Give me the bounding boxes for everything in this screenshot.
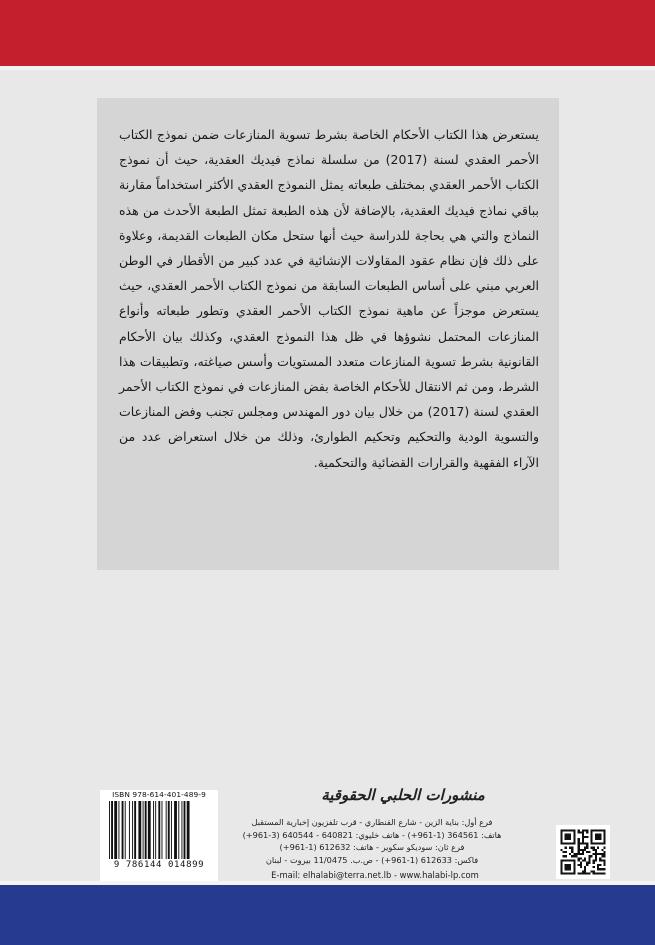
isbn-barcode-box: [100, 790, 218, 881]
isbn-digits: 9 786144 014899: [113, 860, 205, 870]
top-red-band: [0, 0, 655, 66]
address-line: فرع أول: بناية الزين - شارع القنطاري - قرب تلفزيون إخبارية المستقبل: [251, 817, 493, 827]
blurb-line: العقدي الأكثر استخداماً مقارنة بباقي نماذج فيديك العقدية، بالإضافة لأن: [119, 177, 539, 218]
blurb-line: أساس الطبعات السابقة من نموذج الكتاب الأحمر العقدي، حيث يستعرض: [119, 278, 539, 319]
blurb-line: العقدية، حيث أن نموذج الكتاب الأحمر العقدي بمختلف طبعاته يمثل النموذج: [119, 152, 539, 193]
qr-code-icon: [556, 825, 610, 879]
address-line: فرع ثان: سوديكو سكوير - هاتف: 612632 (1-961+): [279, 842, 465, 853]
blurb-line: المقاولات الإنشائية في عدد كبير من الأقطار في الوطن العربي مبني على: [119, 253, 539, 294]
isbn-label: ISBN 978-614-401-489-9: [112, 790, 206, 799]
blurb-line: استعراض عدد من الآراء الفقهية والقرارات القضائية والتحكمية.: [119, 429, 539, 470]
blurb-line: بشرط تسوية المنازعات متعدد المستويات وأسس صياغته، وتطبيقات هذا: [119, 353, 494, 369]
publisher-contact: E-mail: elhalabi@terra.net.lb - www.halabi-lp.com: [271, 870, 479, 880]
address-line: هاتف: 364561 (1-961+) - هاتف خليوي: 640821 - 640544 (3-961+): [242, 829, 502, 840]
blurb-line: وفض المنازعات والتسوية الودية والتحكيم وتحكيم الطوارئ، وذلك من خلال: [119, 404, 539, 445]
barcode-icon: [108, 801, 212, 859]
blurb-text: [119, 122, 539, 475]
publisher-logo: منشورات الحلبي الحقوقية: [321, 786, 485, 804]
blurb-line: الأحمر العقدي لسنة (2017) من خلال بيان دور المهندس ومجلس تجنب: [119, 379, 539, 420]
blurb-line: نموذج الكتاب الأحمر العقدي لسنة (2017) من سلسلة نماذج فيديك: [119, 127, 540, 168]
address-line: فاكس: 612633 (1-961+) - ص.ب. 11/0475 بيروت - لبنان: [265, 854, 479, 865]
blurb-line: المحتمل نشوؤها في ظل هذا النموذج العقدي، وكذلك بيان الأحكام القانونية: [119, 328, 539, 369]
top-band-divider: [0, 66, 655, 70]
blurb-line: موجزاً عن ماهية نموذج الكتاب الأحمر العقدي وتطور طبعاته وأنواع المنازعات: [119, 303, 539, 344]
blurb-line: يستعرض هذا الكتاب الأحكام الخاصة بشرط تسوية المنازعات ضمن: [187, 127, 539, 142]
blurb-line: هذه الطبعة تمثل الطبعة الأحدث من هذه النماذج والتي هي بحاجة للدراسة: [119, 202, 539, 243]
bottom-blue-band: [0, 885, 655, 945]
blurb-line: الشرط، ومن ثم الانتقال للأحكام الخاصة بفض المنازعات في نموذج الكتاب: [151, 379, 539, 395]
blurb-line: حيث أنها ستحل مكان الطبعات القديمة، وعلاوة على ذلك فإن نظام عقود: [119, 227, 539, 269]
back-cover-blurb: [119, 122, 539, 475]
publisher-address: [236, 816, 508, 866]
